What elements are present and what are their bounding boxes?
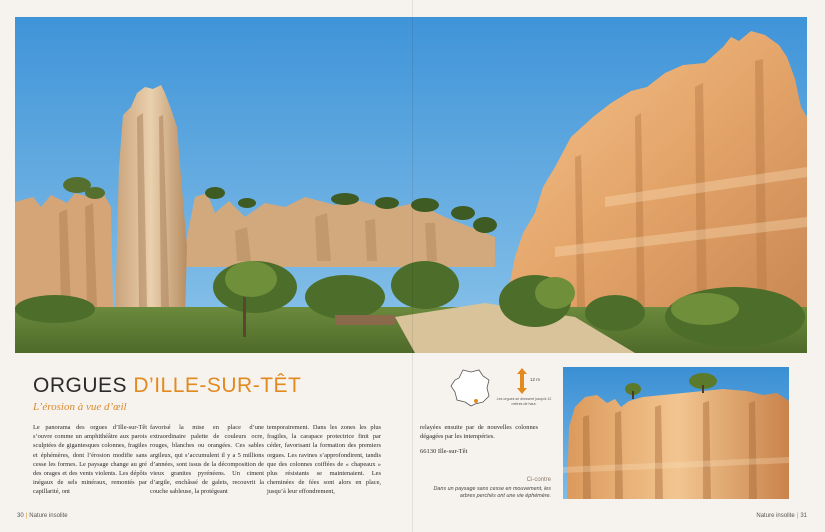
address: 66130 Ille-sur-Têt [420, 448, 468, 455]
article-title [33, 374, 301, 398]
hero-photo [15, 17, 807, 353]
section-name-left: Nature insolite [29, 513, 68, 519]
page-number-right: 31 [800, 513, 807, 519]
body-column-2: favorisé la mise en place d’une extraordinaire palette de couleurs ocre, rouges, blanches ou orangées. Ces sables argileux, qui s’accumulent il y a 5 millions d’années, sont issus de la décomposition de vieux granites pyrénéens. Un ciment d’argile, enchâssé de galets, recouvrit la couche sableuse, la protégeant [150, 424, 264, 496]
thumbnail-photo [563, 367, 789, 499]
body-column-1: Le panorama des orgues d’Ille-sur-Têt s’ouvre comme un amphithéâtre aux parois sculptées de gigantesques colonnes, fragiles et éphémères, dont l’érosion modifie sans cesse les formes. Le paysage change au gré des orages et des vents violents. Les dépôts inégaux de sels minéraux, remontés par capillarité, ont [33, 424, 147, 496]
page-gutter [412, 0, 413, 532]
height-arrow-icon [515, 368, 529, 399]
france-map-icon [449, 368, 493, 413]
height-value: 12 m [530, 377, 541, 382]
section-name-right: Nature insolite [756, 513, 795, 519]
folio-separator: | [25, 513, 28, 519]
title-accent: D’ILLE-SUR-TÊT [133, 374, 302, 397]
folio-right [756, 513, 807, 519]
caption-title: Ci-contre [526, 477, 551, 483]
folio-separator: | [796, 513, 799, 519]
folio-left [17, 513, 68, 519]
article-subtitle: L’érosion à vue d’œil [33, 401, 127, 413]
page-number-left: 30 [17, 513, 24, 519]
body-column-4: relayées ensuite par de nouvelles colonnes dégagées par les intempéries. [420, 424, 538, 441]
body-column-3: temporairement. Dans les zones les plus fragiles, la carapace protectrice finit par céder, favorisant la formation des premiers orgues. Les ravines s’approfondirent, tandis que des colonnes coiffées de « chapeaux » plus résistants se maintenaient. Les cheminées de fées sont alors en place, jusqu’à leur effondrement, [267, 424, 381, 496]
height-note: Les orgues se dressent jusqu’à 12 mètres de haut. [496, 397, 552, 406]
title-main: ORGUES [33, 374, 128, 397]
caption-text: Dans un paysage sans cesse en mouvement, les arbres perchés ont une vie éphémère. [433, 486, 551, 500]
